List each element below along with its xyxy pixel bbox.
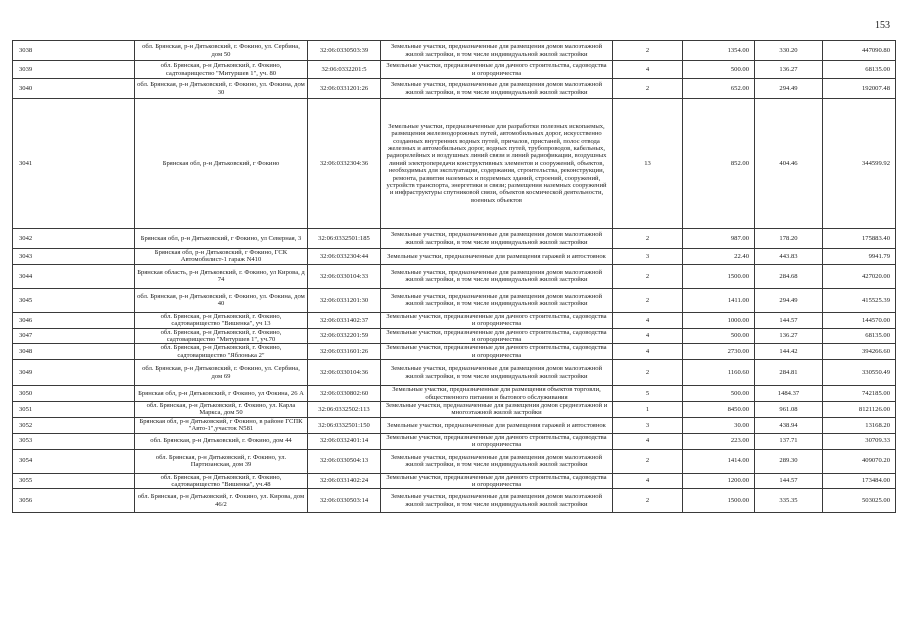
row-number: 3043 <box>13 249 135 265</box>
row-number: 3054 <box>13 449 135 473</box>
table-row <box>13 79 896 99</box>
area-cell: 500.00 <box>683 386 755 402</box>
specific-value-cell: 1484.37 <box>755 386 823 402</box>
address-cell: Брянская обл, р-н Дятьковский, г Фокино, в районе ГСПК "Авто-1",участок N581 <box>135 417 308 433</box>
cadastral-value-cell: 344599.92 <box>823 99 896 229</box>
use-group-cell: 2 <box>613 449 683 473</box>
cadastral-number-cell: 32:06:0330503:39 <box>308 41 381 61</box>
specific-value-cell: 178.20 <box>755 229 823 249</box>
area-cell: 852.00 <box>683 99 755 229</box>
row-number: 3051 <box>13 402 135 418</box>
address-cell: обл. Брянская, р-н Дятьковский, г. Фокино, ул. Фокина, дом 30 <box>135 79 308 99</box>
cadastral-number-cell: 32:06:0331402:37 <box>308 312 381 328</box>
cadastral-value-cell: 30709.33 <box>823 433 896 449</box>
cadastral-value-cell: 447090.80 <box>823 41 896 61</box>
land-use-cell: Земельные участки, предназначенные для размещения гаражей и автостоянок <box>381 417 613 433</box>
cadastral-number-cell: 32:06:0330802:60 <box>308 386 381 402</box>
cadastral-number-cell: 32:06:0331201:30 <box>308 288 381 312</box>
specific-value-cell: 136.27 <box>755 61 823 79</box>
specific-value-cell: 144.57 <box>755 473 823 489</box>
use-group-cell: 2 <box>613 41 683 61</box>
cadastral-number-cell: 32:06:0332401:14 <box>308 433 381 449</box>
cadastral-value-cell: 192007.48 <box>823 79 896 99</box>
cadastral-number-cell: 32:06:0331201:26 <box>308 79 381 99</box>
area-cell: 30.00 <box>683 417 755 433</box>
land-use-cell: Земельные участки, предназначенные для дачного строительства, садоводства и огородничества <box>381 433 613 449</box>
cadastral-value-cell: 68135.00 <box>823 328 896 344</box>
cadastral-value-cell: 13168.20 <box>823 417 896 433</box>
area-cell: 1411.00 <box>683 288 755 312</box>
row-number: 3047 <box>13 328 135 344</box>
land-use-cell: Земельные участки, предназначенные для дачного строительства, садоводства и огородничества <box>381 61 613 79</box>
land-use-cell: Земельные участки, предназначенные для размещения домов малоэтажной жилой застройки, в том числе индивидуальной жилой застройки <box>381 79 613 99</box>
cadastral-value-cell: 409070.20 <box>823 449 896 473</box>
use-group-cell: 1 <box>613 402 683 418</box>
table-row <box>13 449 896 473</box>
use-group-cell: 2 <box>613 229 683 249</box>
land-use-cell: Земельные участки, предназначенные для размещения домов малоэтажной жилой застройки, в том числе индивидуальной жилой застройки <box>381 41 613 61</box>
cadastral-value-cell: 427020.00 <box>823 264 896 288</box>
cadastral-value-cell: 742185.00 <box>823 386 896 402</box>
address-cell: обл. Брянская, р-н Дятьковский, г. Фокино, садтоварищество "Митуршев 1", уч. 80 <box>135 61 308 79</box>
address-cell: обл. Брянская, р-н Дятьковский, г. Фокино, ул. Карла Маркса, дом 50 <box>135 402 308 418</box>
table-row <box>13 360 896 386</box>
row-number: 3049 <box>13 360 135 386</box>
land-use-cell: Земельные участки, предназначенные для размещения объектов торговли, общественного питания и бытового обслуживания <box>381 386 613 402</box>
address-cell: обл. Брянская, р-н Дятьковский, г. Фокино, садтоварищество "Вишенка", уч.48 <box>135 473 308 489</box>
page-number: 153 <box>875 20 890 31</box>
address-cell: Брянская обл, р-н Дятьковский, г Фокино, ул Северная, 3 <box>135 229 308 249</box>
use-group-cell: 4 <box>613 473 683 489</box>
land-use-cell: Земельные участки, предназначенные для размещения домов малоэтажной жилой застройки, в том числе индивидуальной жилой застройки <box>381 229 613 249</box>
area-cell: 1000.00 <box>683 312 755 328</box>
area-cell: 500.00 <box>683 328 755 344</box>
specific-value-cell: 404.46 <box>755 99 823 229</box>
area-cell: 500.00 <box>683 61 755 79</box>
row-number: 3040 <box>13 79 135 99</box>
table-row <box>13 417 896 433</box>
table-row <box>13 61 896 79</box>
table-row <box>13 41 896 61</box>
row-number: 3044 <box>13 264 135 288</box>
land-use-cell: Земельные участки, предназначенные для дачного строительства, садоводства и огородничества <box>381 473 613 489</box>
land-use-cell: Земельные участки, предназначенные для размещения домов малоэтажной жилой застройки, в том числе индивидуальной жилой застройки <box>381 449 613 473</box>
cadastral-number-cell: 32:06:0330104:36 <box>308 360 381 386</box>
cadastral-number-cell: 32:06:0332201:5 <box>308 61 381 79</box>
area-cell: 1160.60 <box>683 360 755 386</box>
area-cell: 8450.00 <box>683 402 755 418</box>
land-use-cell: Земельные участки, предназначенные для размещения домов малоэтажной жилой застройки, в том числе индивидуальной жилой застройки <box>381 264 613 288</box>
row-number: 3052 <box>13 417 135 433</box>
cadastral-number-cell: 32:06:0331601:26 <box>308 344 381 360</box>
address-cell: Брянская область, р-н Дятьковский, г. Фокино, ул Кирова, д 74 <box>135 264 308 288</box>
area-cell: 652.00 <box>683 79 755 99</box>
specific-value-cell: 330.20 <box>755 41 823 61</box>
land-use-cell: Земельные участки, предназначенные для размещения домов малоэтажной жилой застройки, в том числе индивидуальной жилой застройки <box>381 360 613 386</box>
address-cell: обл. Брянская, р-н Дятьковский, г. Фокино, дом 44 <box>135 433 308 449</box>
use-group-cell: 2 <box>613 79 683 99</box>
row-number: 3056 <box>13 489 135 513</box>
address-cell: обл. Брянская, р-н Дятьковский, г. Фокино, садтоварищество "Вишенка", уч 13 <box>135 312 308 328</box>
cadastral-value-cell: 175883.40 <box>823 229 896 249</box>
cadastral-value-cell: 68135.00 <box>823 61 896 79</box>
area-cell: 1500.00 <box>683 264 755 288</box>
cadastral-number-cell: 32:06:0331402:24 <box>308 473 381 489</box>
use-group-cell: 3 <box>613 417 683 433</box>
cadastral-number-cell: 32:06:0330104:33 <box>308 264 381 288</box>
table-row <box>13 264 896 288</box>
area-cell: 987.00 <box>683 229 755 249</box>
table-row <box>13 229 896 249</box>
cadastral-value-table <box>12 40 896 513</box>
land-use-cell: Земельные участки, предназначенные для размещения гаражей и автостоянок <box>381 249 613 265</box>
table-row <box>13 312 896 328</box>
specific-value-cell: 961.08 <box>755 402 823 418</box>
specific-value-cell: 289.30 <box>755 449 823 473</box>
area-cell: 22.40 <box>683 249 755 265</box>
specific-value-cell: 144.57 <box>755 312 823 328</box>
cadastral-value-cell: 144570.00 <box>823 312 896 328</box>
cadastral-number-cell: 32:06:0332304:36 <box>308 99 381 229</box>
address-cell: обл. Брянская, р-н Дятьковский, г. Фокино, ул. Сербина, дом 50 <box>135 41 308 61</box>
specific-value-cell: 438.94 <box>755 417 823 433</box>
cadastral-value-cell: 173484.00 <box>823 473 896 489</box>
land-use-cell: Земельные участки, предназначенные для разработки полезных ископаемых, размещения железнодорожных путей, автомобильных дорог, искусственно созданных внутренних водных путей, причалов, пристаней, полос отвода железных и автомобильных дорог, водных путей, трубопроводов, кабельных, радиорелейных и воздушных линий связи и линий радиофикации, воздушных линий электропередачи конструктивных элементов и сооружений, объектов, необходимых для эксплуатации, содержания, строительства, реконструкции, ремонта, развития наземных и подземных зданий, строений, сооружений, устройств транспорта, энергетики и связи; размещения наземных сооружений и инфраструктуры спутниковой связи, объектов космической деятельности, военных объектов <box>381 99 613 229</box>
cadastral-value-cell: 9941.79 <box>823 249 896 265</box>
row-number: 3038 <box>13 41 135 61</box>
address-cell: Брянская обл, р-н Дятьковский, г Фокино, ГСК Автомобилист-1 гараж N410 <box>135 249 308 265</box>
cadastral-value-cell: 8121126.00 <box>823 402 896 418</box>
specific-value-cell: 443.83 <box>755 249 823 265</box>
row-number: 3041 <box>13 99 135 229</box>
use-group-cell: 3 <box>613 249 683 265</box>
area-cell: 1354.00 <box>683 41 755 61</box>
cadastral-number-cell: 32:06:0330504:13 <box>308 449 381 473</box>
area-cell: 1500.00 <box>683 489 755 513</box>
area-cell: 1200.00 <box>683 473 755 489</box>
address-cell: обл. Брянская, р-н Дятьковский, г. Фокино, садтоварищество "Яблонька 2" <box>135 344 308 360</box>
cadastral-number-cell: 32:06:0330503:14 <box>308 489 381 513</box>
specific-value-cell: 294.49 <box>755 79 823 99</box>
row-number: 3048 <box>13 344 135 360</box>
specific-value-cell: 335.35 <box>755 489 823 513</box>
use-group-cell: 4 <box>613 61 683 79</box>
address-cell: Брянская обл, р-н Дятьковский, г Фокино <box>135 99 308 229</box>
land-use-cell: Земельные участки, предназначенные для размещения домов среднеэтажной и многоэтажной жилой застройки <box>381 402 613 418</box>
specific-value-cell: 136.27 <box>755 328 823 344</box>
row-number: 3055 <box>13 473 135 489</box>
area-cell: 2730.00 <box>683 344 755 360</box>
land-use-cell: Земельные участки, предназначенные для дачного строительства, садоводства и огородничества <box>381 328 613 344</box>
specific-value-cell: 284.68 <box>755 264 823 288</box>
table-row <box>13 489 896 513</box>
specific-value-cell: 284.81 <box>755 360 823 386</box>
land-use-cell: Земельные участки, предназначенные для размещения домов малоэтажной жилой застройки, в том числе индивидуальной жилой застройки <box>381 288 613 312</box>
cadastral-value-cell: 415525.39 <box>823 288 896 312</box>
land-use-cell: Земельные участки, предназначенные для размещения домов малоэтажной жилой застройки, в том числе индивидуальной жилой застройки <box>381 489 613 513</box>
table-body <box>13 41 896 513</box>
row-number: 3039 <box>13 61 135 79</box>
address-cell: обл. Брянская, р-н Дятьковский, г. Фокино, ул. Сербина, дом 69 <box>135 360 308 386</box>
address-cell: обл. Брянская, р-н Дятьковский, г. Фокино, ул. Фокина, дом 40 <box>135 288 308 312</box>
use-group-cell: 4 <box>613 344 683 360</box>
table-row <box>13 402 896 418</box>
cadastral-value-cell: 394266.60 <box>823 344 896 360</box>
use-group-cell: 4 <box>613 433 683 449</box>
area-cell: 1414.00 <box>683 449 755 473</box>
use-group-cell: 2 <box>613 489 683 513</box>
table-row <box>13 344 896 360</box>
cadastral-number-cell: 32:06:0332501:185 <box>308 229 381 249</box>
cadastral-number-cell: 32:06:0332501:150 <box>308 417 381 433</box>
use-group-cell: 5 <box>613 386 683 402</box>
cadastral-value-cell: 503025.00 <box>823 489 896 513</box>
cadastral-number-cell: 32:06:0332201:59 <box>308 328 381 344</box>
table-row <box>13 99 896 229</box>
use-group-cell: 2 <box>613 360 683 386</box>
cadastral-number-cell: 32:06:0332502:113 <box>308 402 381 418</box>
cadastral-number-cell: 32:06:0332304:44 <box>308 249 381 265</box>
use-group-cell: 13 <box>613 99 683 229</box>
address-cell: Брянская обл, р-н Дятьковский, г Фокино, ул Фокина, 26 А <box>135 386 308 402</box>
address-cell: обл. Брянская, р-н Дятьковский, г. Фокино, садтоварищество "Митуршев 1", уч.70 <box>135 328 308 344</box>
address-cell: обл. Брянская, р-н Дятьковский, г. Фокино, ул. Партизанская, дом 39 <box>135 449 308 473</box>
use-group-cell: 2 <box>613 264 683 288</box>
specific-value-cell: 144.42 <box>755 344 823 360</box>
row-number: 3046 <box>13 312 135 328</box>
table-row <box>13 473 896 489</box>
address-cell: обл. Брянская, р-н Дятьковский, г. Фокино, ул. Кирова, дом 46/2 <box>135 489 308 513</box>
specific-value-cell: 294.49 <box>755 288 823 312</box>
land-use-cell: Земельные участки, предназначенные для дачного строительства, садоводства и огородничества <box>381 344 613 360</box>
cadastral-value-cell: 330550.49 <box>823 360 896 386</box>
land-use-cell: Земельные участки, предназначенные для дачного строительства, садоводства и огородничества <box>381 312 613 328</box>
table-row <box>13 433 896 449</box>
row-number: 3050 <box>13 386 135 402</box>
area-cell: 223.00 <box>683 433 755 449</box>
row-number: 3042 <box>13 229 135 249</box>
use-group-cell: 4 <box>613 312 683 328</box>
specific-value-cell: 137.71 <box>755 433 823 449</box>
use-group-cell: 4 <box>613 328 683 344</box>
use-group-cell: 2 <box>613 288 683 312</box>
table-row <box>13 288 896 312</box>
row-number: 3045 <box>13 288 135 312</box>
table-row <box>13 328 896 344</box>
row-number: 3053 <box>13 433 135 449</box>
table-row <box>13 386 896 402</box>
table-row <box>13 249 896 265</box>
